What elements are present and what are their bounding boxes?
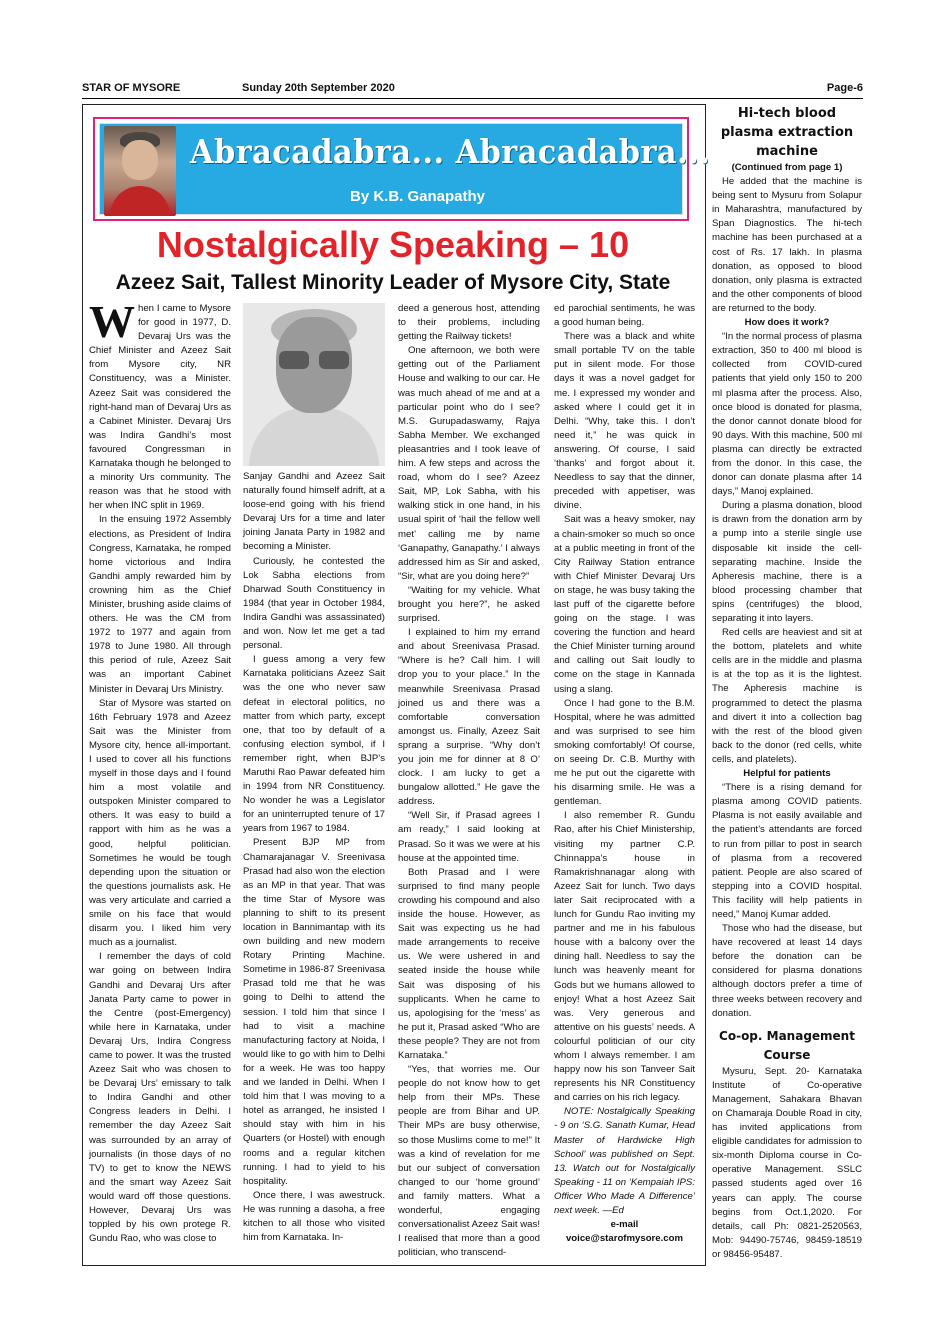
- story-subhead: Helpful for patients: [743, 768, 831, 780]
- paragraph: I remember the days of cold war going on between Indira Gandhi and Devaraj Urs after Janata Party came to power in the Centre (post-Emergency) while here in Karnataka, under Devaraj Urs, Indira Congress came to power. It was the trusted Azeez Sait who was chosen to be Devaraj Urs’ emissary to talk to Indira Gandhi and other Congress leaders in Delhi. I remember the day Azeez Sait was surrounded by an array of journalists (in those days of no TV) to get to know the NEWS and the smart way Azeez Sait would ward off those questions. However, Devaraj Urs was toppled by his own protege R. Gundu Rao, who was close to: [89, 951, 231, 1245]
- subheadline: Azeez Sait, Tallest Minority Leader of Mysore City, State: [115, 271, 671, 294]
- email-label: e-mail: [610, 1219, 639, 1231]
- paragraph: “In the normal process of plasma extraction, 350 to 400 ml blood is collected from COVID-cured patients that yield only 150 to 200 ml plasma after the process. Also, once blood is donated for plasma, the donor cannot donate blood for 90 days. With this machine, 500 ml plasma can directly be extracted from the donor. In this case, the donor can donate plasma after 14 days,” Manoj explained.: [712, 331, 862, 498]
- paragraph: Once there, I was awestruck. He was running a dasoha, a free kitchen to all those who visited him from Karnataka. In-: [243, 1189, 385, 1244]
- issue-date: Sunday 20th September 2020: [242, 82, 395, 94]
- sidebar-news: [712, 104, 862, 1262]
- drop-cap: W: [89, 296, 135, 347]
- paragraph: Red cells are heaviest and sit at the bottom, platelets and white cells are in the middle and plasma is at the top as it is the lightest. The Apheresis machine is programmed to detect the plasma and divert it into a collection bag with the rest of the blood given back to the donor (red cells, white cells, and platelets).: [712, 627, 862, 765]
- story-title: Co-op. Management Course: [719, 1028, 855, 1062]
- paragraph: In the ensuing 1972 Assembly elections, as President of Indira Congress, Karnataka, he romped home victorious and Indira Gandhi amply rewarded him by crowning him as the Chief Minister, brushing aside claims of others. He was the CM from 1972 to 1977 and again from 1978 to June 1980. All through this period of rule, Azeez Sait was an important Cabinet Minister in Devaraj Urs Ministry.: [89, 514, 231, 695]
- page-header: [82, 82, 863, 98]
- editor-note: NOTE: Nostalgically Speaking - 9 on ‘S.G. Sanath Kumar, Head Master of Hardwicke High School’ was published on Sept. 13. Watch out for Nostalgically Speaking - 11 on ‘Kempaiah IPS: Officer Who Made A Difference’ next week. —Ed: [554, 1106, 695, 1216]
- banner-background: [99, 123, 711, 215]
- continued-note: (Continued from page 1): [731, 162, 843, 173]
- column-banner: [93, 117, 711, 221]
- email-address[interactable]: voice@starofmysore.com: [565, 1233, 684, 1245]
- paragraph: “Yes, that worries me. Our people do not know how to get help from their MPs. These people are from Bihar and UP. Their MPs are busy otherwise, so those Muslims come to me!” It was a kind of revelation for me but our subject of conversation changed to our ‘home ground’ and family matters. What a wonderful, engaging conversationalist Azeez Sait was! I realised that more than a good politician, who transcend-: [398, 1064, 540, 1259]
- paragraph: Present BJP MP from Chamarajanagar V. Sreenivasa Prasad had also won the election as an MP in that year. That was the time Star of Mysore was planning to shift to its present location in Bannimantap with its own building and new modern Rotary Printing Machine. Sometime in 1986-87 Sreenivasa Prasad told me that he was going to Delhi to attend the session. I told him that since I had to visit a machine manufacturing factory at Noida, I would like to go with him to Delhi for a week. He was too happy and we landed in Delhi. When I told him that I was moving to a hotel as arranged, he insisted I should stay with him in his Quarters (or Hostel) with enough rooms and a regular kitchen running. I had to yield to his hospitality.: [243, 837, 385, 1187]
- article-column-4: [554, 302, 695, 1246]
- paragraph: Those who had the disease, but have recovered at least 14 days before the donation can be considered for plasma donations although doctors prefer a time of three weeks between recovery and donation.: [712, 923, 862, 1019]
- headline: Nostalgically Speaking – 10: [156, 224, 630, 265]
- azeez-sait-photo: [243, 303, 385, 466]
- paper-name: STAR OF MYSORE: [82, 82, 181, 94]
- paragraph: Sait was a heavy smoker, nay a chain-smoker so much so once at a public meeting in front of the City Railway Station entrance with Chief Minister Devaraj Urs on stage, he was busy taking the last puff of the cigarette before going on the stage. I was covering the function and heard the Chief Minister turning around and calling out Sait loudly to come on the stage in Kannada using a slang.: [554, 514, 695, 695]
- paragraph: I also remember R. Gundu Rao, after his Chief Ministership, visiting my partner C.P. Chinnappa’s house in Ramakrishnanagar along with Azeez Sait for lunch. Two days later Sait reciprocated with a lunch for Gundu Rao inviting my partner and me in his fabulous house with a balcony over the dining hall. Needless to say the lunch was heavenly meant for Gods but we humans allowed to enjoy! What a host Azeez Sait was. Very generous and attentive on his guests’ needs. A colourful politician of our city whom I always remember. I am happy now his son Tanveer Sait represents his NR Constituency and carries on his rich legacy.: [554, 810, 695, 1104]
- paragraph: deed a generous host, attending to their problems, including getting the Railway tickets!: [398, 303, 540, 343]
- story-title: Hi-tech blood plasma extraction machine: [720, 106, 854, 159]
- header-rule: [82, 98, 863, 99]
- paragraph: When I came to Mysore for good in 1977, D. Devaraj Urs was the Chief Minister and Azeez Sait from Mysore city, NR Constituency, was a Minister. Azeez Sait was considered the right-hand man of Devaraj Urs as a Cabinet Minister. Devaraj Urs was Indira Gandhi’s most favoured Congressman in Karnataka though he belonged to a minority Urs community. The reason was that he stood with her when INC split in 1969.: [89, 296, 231, 512]
- article-column-3: [398, 302, 540, 1260]
- paragraph: During a plasma donation, blood is drawn from the donation arm by a pump into a sterile single use disposable kit inside the cell-separating machine. Inside the Apheresis machine, there is a blood processing chamber that spins (centrifuges) the blood, separating it into layers.: [712, 500, 862, 624]
- paragraph: ed parochial sentiments, he was a good human being.: [554, 303, 695, 329]
- paragraph: Curiously, he contested the Lok Sabha elections from Dharwad South Constituency in 1984 (that year in October 1984, Indira Gandhi was assassinated) and won. Now let me get a tad personal.: [243, 555, 385, 652]
- glasses: [279, 351, 349, 369]
- paragraph: One afternoon, we both were getting out of the Parliament House and walking to our car. He was much ahead of me and at a particular point who do I see? M.S. Gurupadaswamy, Rajya Sabha Member. We exchanged pleasantries and I took leave of him. A few steps and across the road, whom do I see? Azeez Sait, MP, Lok Sabha, with his walking stick in one hand, in his usual spirit of ‘hail the fellow well met’ calling me by name ‘Ganapathy, Ganapathy.’ I always addressed him as Sir and asked, “Sir, what are you doing here?”: [398, 345, 540, 582]
- paragraph: I guess among a very few Karnataka politicians Azeez Sait was the one who never saw defeat in electoral politics, no matter from which party, except one, that too by default of a confusing election symbol, if I remember right, when BJP’s Maruthi Rao Pawar defeated him in 1994 from NR Constituency. No wonder he was a Legislator for an uninterrupted tenure of 17 years from 1967 to 1984.: [243, 654, 385, 835]
- article-column-1: [89, 296, 231, 1246]
- paragraph: “Well Sir, if Prasad agrees I am ready,” I said looking at Prasad. So it was we were at his house at the appointed time.: [398, 810, 540, 864]
- byline: By K.B. Ganapathy: [350, 188, 486, 205]
- paragraph: Mysuru, Sept. 20- Karnataka Institute of Co-operative Management, Sahakara Bhavan on Chamaraja Double Road in city, has invited applications from eligible candidates for admission to six-month Diploma course in Co-operative Management. SSLC passed students aged over 16 years can apply. The course begins from Oct.1,2020. For details, call Ph: 0821-2520563, Mob: 94490-75746, 98459-18519 or 98456-95487.: [712, 1065, 862, 1260]
- column-title: Abracadabra... Abracadabra...: [190, 132, 711, 171]
- page-number: Page-6: [826, 82, 863, 94]
- paragraph: I explained to him my errand and about Sreenivasa Prasad. “Where is he? Call him. I will drop you to your place.” In the meanwhile Sreenivasa Prasad joined us and there was a comfortable conversation amongst us. Finally, Azeez Sait sprang a surprise. “Why don’t you join me for dinner at 8 O’ clock. I am lucky to get a bungalow allotted.” He gave the address.: [398, 627, 540, 808]
- paragraph: He added that the machine is being sent to Mysuru from Solapur in Maharashtra, manufactured by Span Diagnostics. The hi-tech machine has been purchased at a cost of Rs. 17 lakh. In plasma donation, as opposed to blood donation, only plasma is extracted and the other components of blood are returned to the body.: [712, 176, 862, 314]
- paragraph: Sanjay Gandhi and Azeez Sait naturally found himself adrift, at a loose-end going with his friend Devaraj Urs for a time and later joining Janata Party in 1982 and becoming a Minister.: [243, 471, 385, 553]
- paragraph: “There is a rising demand for plasma among COVID patients. Plasma is not easily available and the patient’s attendants are forced to run from pillar to post in search of plasma from a recovered patient. People are also scared of stepping into a COVID hospital. This facility will help patients in need,” Manoj Kumar added.: [712, 782, 862, 920]
- story-subhead: How does it work?: [744, 317, 830, 329]
- paragraph: Once I had gone to the B.M. Hospital, where he was admitted and was surprised to see him smoking comfortably! Of course, on seeing Dr. C.B. Murthy with me he put out the cigarette with his disarming smile. He was a gentleman.: [554, 697, 695, 808]
- article-column-2: [243, 470, 385, 1245]
- author-photo: [104, 126, 176, 216]
- paragraph: “Waiting for my vehicle. What brought you here?”, he asked surprised.: [398, 584, 540, 625]
- paragraph: Both Prasad and I were surprised to find many people crowding his compound and also inside the house. However, as Sait was expecting us he had made arrangements to receive us. We were ushered in and seated inside the house while Sait was disposing of his supplicants. When he came to us, apologising for the ‘mess’ as he put it, Prasad asked “Who are these people? They are not from Karnataka.”: [398, 866, 540, 1061]
- paragraph: There was a black and white small portable TV on the table put in silent mode. For those days it was a novel gadget for me. I expressed my wonder and asked where I could get it in Delhi. “Why, take this. I don’t need it,” he was quick in answering. Of course, I said ‘thanks’ and forgot about it. Needless to say that the dinner, preceded with appetiser, was divine.: [554, 331, 695, 512]
- paragraph: Star of Mysore was started on 16th February 1978 and Azeez Sait was the Minister from Mysore city, hence all-important. I used to cover all his functions myself in those days and I found him a most volatile and outspoken Minister compared to others. It was easy to build a rapport with him as he was a good, helpful politician. Sometimes he would be tough depending upon the situation or the questions journalists ask. He was very articulate and carried a smile on his face that would disarm you. I liked him very much as a journalist.: [89, 697, 231, 949]
